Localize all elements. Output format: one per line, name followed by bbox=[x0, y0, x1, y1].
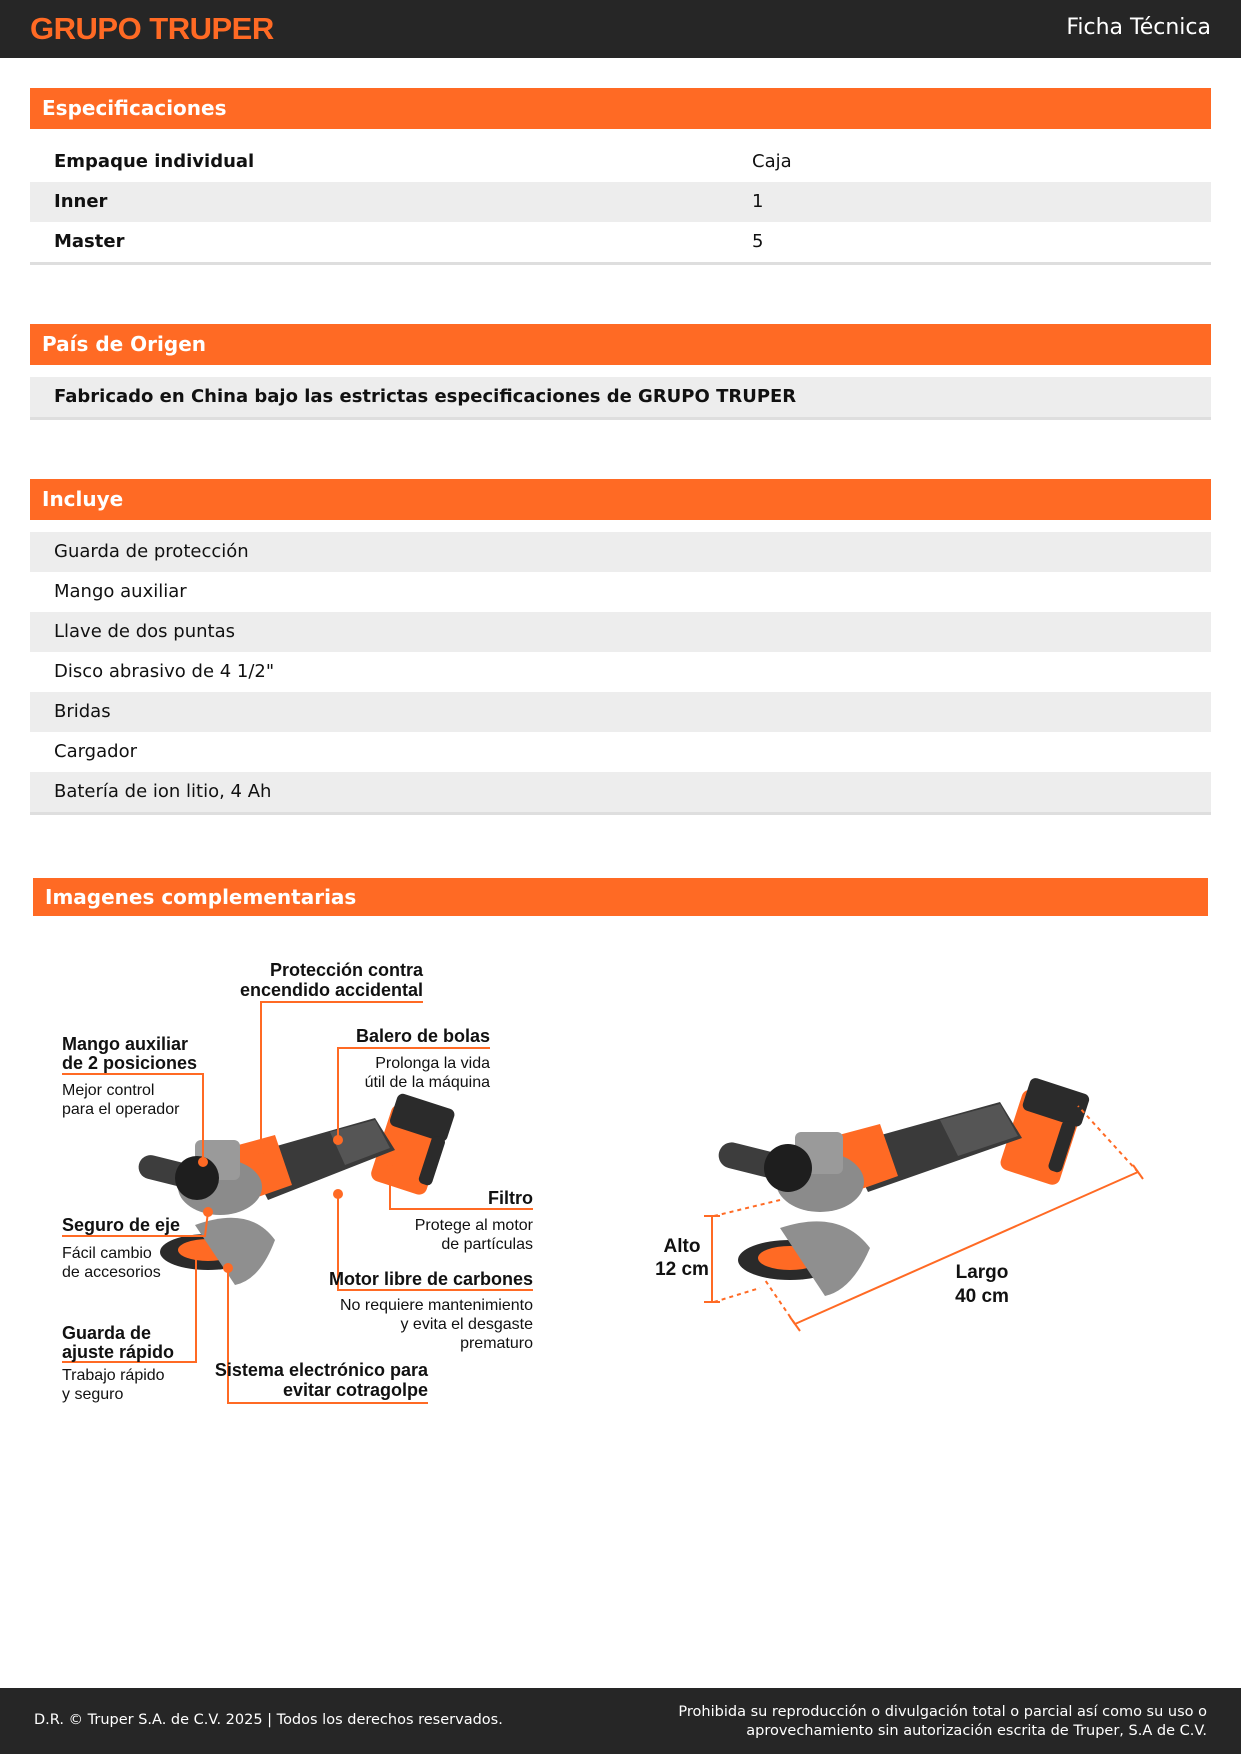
feature-guarda-title: Guarda de bbox=[62, 1323, 152, 1343]
feature-proteccion-title: encendido accidental bbox=[239, 980, 423, 1000]
list-item-text: Bridas bbox=[54, 701, 111, 722]
section-divider bbox=[30, 812, 1211, 815]
list-item bbox=[30, 772, 1211, 812]
origen-text: Fabricado en China bajo las estrictas especificaciones de GRUPO TRUPER bbox=[54, 386, 797, 407]
document-title: Ficha Técnica bbox=[1066, 15, 1211, 40]
page-footer bbox=[0, 1688, 1241, 1754]
list-item-text: Guarda de protección bbox=[54, 541, 249, 562]
feature-balero-desc: Prolonga la vida bbox=[375, 1055, 490, 1072]
feature-seguro-desc: de accesorios bbox=[62, 1264, 161, 1281]
dimension-largo-value: 40 cm bbox=[955, 1286, 1009, 1307]
angle-grinder-illustration bbox=[716, 1077, 1091, 1296]
spec-value: Caja bbox=[752, 151, 792, 172]
footer-disclaimer bbox=[678, 1703, 1207, 1741]
list-item-text: Llave de dos puntas bbox=[54, 621, 235, 642]
list-item-text: Mango auxiliar bbox=[54, 581, 187, 602]
section-divider bbox=[30, 417, 1211, 420]
list-item-text: Disco abrasivo de 4 1/2" bbox=[54, 661, 275, 682]
spec-value: 5 bbox=[752, 231, 764, 252]
feature-balero-desc: útil de la máquina bbox=[364, 1074, 490, 1091]
page-header bbox=[0, 0, 1241, 58]
feature-seguro-title: Seguro de eje bbox=[62, 1215, 181, 1235]
spec-key: Master bbox=[54, 231, 125, 252]
feature-motor-title: Motor libre de carbones bbox=[328, 1269, 533, 1289]
feature-filtro-desc: Protege al motor bbox=[414, 1217, 533, 1234]
feature-mango-desc: Mejor control bbox=[62, 1082, 155, 1099]
brand-logo: GRUPO TRUPER bbox=[30, 11, 274, 46]
feature-mango-desc: para el operador bbox=[62, 1101, 180, 1118]
section-incluye-header: Incluye bbox=[30, 479, 1211, 520]
list-item bbox=[30, 612, 1211, 652]
section-origen-header: País de Origen bbox=[30, 324, 1211, 365]
spec-row bbox=[30, 222, 1211, 262]
dimension-alto-value: 12 cm bbox=[655, 1259, 709, 1280]
feature-balero-title: Balero de bolas bbox=[355, 1026, 490, 1046]
feature-motor-desc: prematuro bbox=[460, 1335, 533, 1352]
feature-seguro-desc: Fácil cambio bbox=[62, 1245, 152, 1262]
spec-key: Inner bbox=[54, 191, 108, 212]
section-imagenes-header: Imagenes complementarias bbox=[33, 878, 1208, 916]
footer-disclaimer-line: aprovechamiento sin autorización escrita de Truper, S.A de C.V. bbox=[746, 1723, 1207, 1739]
feature-guarda-desc: y seguro bbox=[62, 1386, 124, 1403]
feature-mango-title: Mango auxiliar bbox=[62, 1034, 189, 1054]
spec-row bbox=[30, 142, 1211, 182]
feature-motor-desc: No requiere mantenimiento bbox=[340, 1297, 533, 1314]
spec-row bbox=[30, 182, 1211, 222]
feature-filtro-desc: de partículas bbox=[441, 1236, 533, 1253]
origen-row bbox=[30, 377, 1211, 417]
dimension-largo-label: Largo bbox=[955, 1262, 1009, 1283]
list-item bbox=[30, 652, 1211, 692]
spec-key: Empaque individual bbox=[54, 151, 255, 172]
feature-guarda-desc: Trabajo rápido bbox=[62, 1367, 165, 1384]
dimensions-figure bbox=[640, 1060, 1160, 1340]
angle-grinder-illustration bbox=[136, 1092, 456, 1285]
section-especificaciones-header: Especificaciones bbox=[30, 88, 1211, 129]
list-item bbox=[30, 572, 1211, 612]
features-figure bbox=[30, 950, 590, 1420]
list-item bbox=[30, 692, 1211, 732]
feature-sistema-title: Sistema electrónico para bbox=[214, 1360, 428, 1380]
feature-filtro-title: Filtro bbox=[488, 1188, 533, 1208]
list-item-text: Cargador bbox=[54, 741, 137, 762]
feature-motor-desc: y evita el desgaste bbox=[400, 1316, 533, 1333]
feature-mango-title: de 2 posiciones bbox=[62, 1053, 198, 1073]
footer-disclaimer-line: Prohibida su reproducción o divulgación total o parcial así como su uso o bbox=[678, 1704, 1207, 1720]
dimension-alto-label: Alto bbox=[663, 1236, 701, 1257]
section-divider bbox=[30, 262, 1211, 265]
list-item bbox=[30, 532, 1211, 572]
spec-value: 1 bbox=[752, 191, 764, 212]
feature-guarda-title: ajuste rápido bbox=[62, 1342, 175, 1362]
footer-copyright: D.R. © Truper S.A. de C.V. 2025 | Todos los derechos reservados. bbox=[34, 1712, 503, 1728]
feature-proteccion-title: Protección contra bbox=[269, 960, 423, 980]
feature-sistema-title: evitar cotragolpe bbox=[282, 1380, 428, 1400]
list-item-text: Batería de ion litio, 4 Ah bbox=[54, 781, 272, 802]
list-item bbox=[30, 732, 1211, 772]
